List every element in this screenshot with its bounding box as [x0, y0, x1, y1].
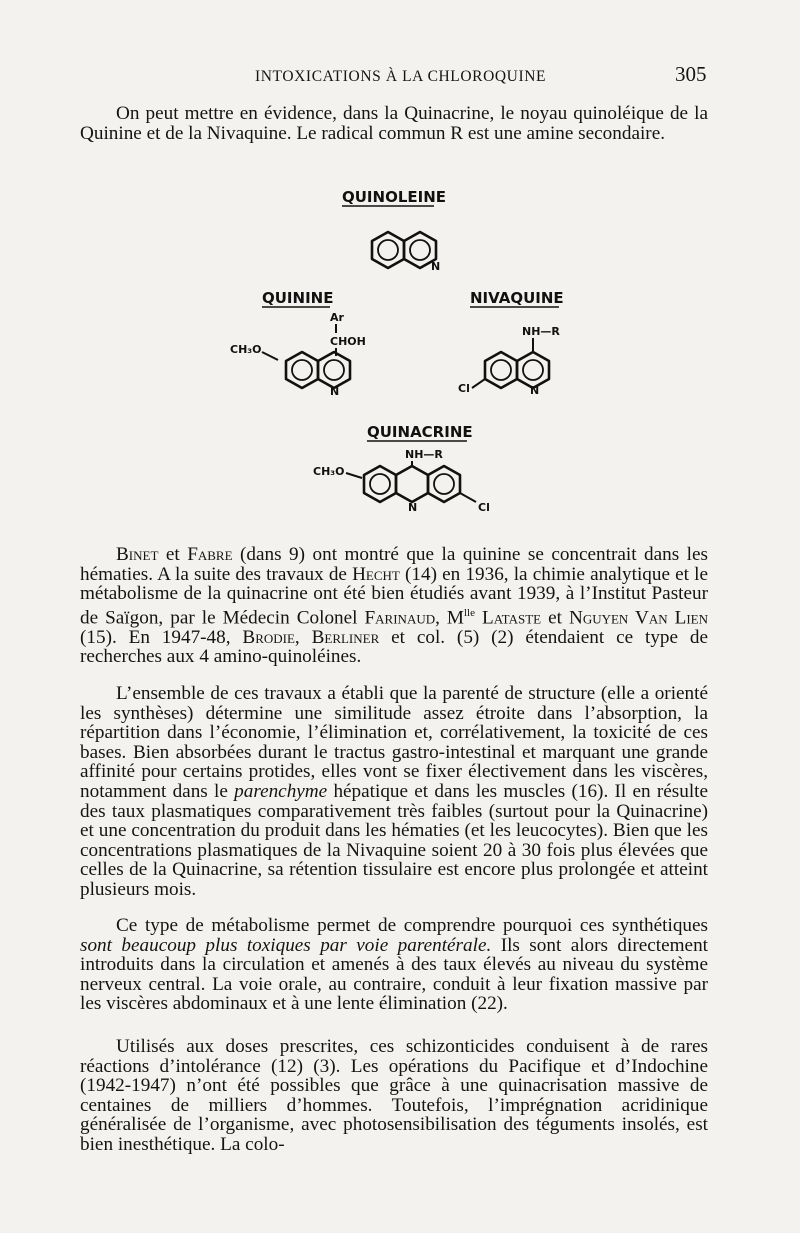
- nivaquine-structure: [458, 325, 560, 397]
- quinoleine-structure: [372, 232, 440, 273]
- page-number: 305: [675, 62, 707, 86]
- quinoleine-label: QUINOLEINE: [342, 188, 447, 206]
- intro-paragraph: [80, 104, 708, 143]
- quinine-structure: [230, 311, 366, 398]
- quinoleine-n-atom: N: [431, 260, 441, 273]
- paragraph-type-metabolisme: Ce type de métabolisme permet de comprendre pourquoi ces synthétiques sont beaucoup plus toxiques par voie parentérale. Ils sont alors directement introduits dans la circulation et amenés à des taux élevés au niveau du système nerveux central. La voie orale, au contraire, conduit à leur fixation massive par les viscères abdominaux et à une lente élimination (22).: [80, 915, 708, 1015]
- paragraph-utilises-doses: Utilisés aux doses prescrites, ces schizonticides conduisent à de rares réactions d’intolérance (12) (3). Les opérations du Pacifique et d’Indochine (1942-1947) n’ont été possibles que grâce à une quinacrisation massive de centaines de milliers d’hommes. Toutefois, l’imprégnation acridinique généralisée de l’organisme, avec photosensibilisation des téguments insolés, est bien inesthétique. La colo-: [80, 1036, 708, 1155]
- quinine-n-atom: N: [330, 385, 340, 398]
- quinacrine-structure: [313, 448, 490, 514]
- quinine-ch3o-group: CH₃O: [230, 343, 262, 356]
- running-title: INTOXICATIONS À LA CHLOROQUINE: [255, 68, 547, 85]
- quinine-ar-group: Ar: [330, 311, 344, 324]
- paragraph-binet-fabre: Binet et Fabre (dans 9) ont montré que la quinine se concentrait dans les hématies. A la suite des travaux de Hecht (14) en 1936, la chimie analytique et le métabolisme de la quinacrine ont été bien étudiés avant 1939, à l’Institut Pasteur de Saïgon, par le Médecin Colonel Farinaud, $M^{lle}$ Lataste et Nguyen Van Lien (15). En 1947-48, Brodie, Berliner et col. (5) (2) étendaient ce type de recherches aux 4 amino-quinoléines.: [80, 544, 709, 668]
- nivaquine-n-atom: N: [530, 384, 540, 397]
- quinacrine-ch3o-group: CH₃O: [313, 465, 345, 478]
- nivaquine-label: NIVAQUINE: [470, 289, 564, 307]
- intro-text: On peut mettre en évidence, dans la Quinacrine, le noyau quinoléique de la Quinine et de la Nivaquine. Le radical commun R est une amine secondaire.: [80, 103, 708, 144]
- quinacrine-nh-r-group: NH—R: [405, 448, 443, 461]
- nivaquine-nh-r-group: NH—R: [522, 325, 560, 338]
- quinine-label: QUININE: [262, 289, 334, 307]
- nivaquine-cl-atom: Cl: [458, 382, 470, 395]
- paragraph-ensemble-travaux: L’ensemble de ces travaux a établi que la parenté de structure (elle a orienté les synthèses) détermine une similitude assez étroite dans l’absorption, la répartition dans l’économie, l’élimination et, corrélativement, la toxicité de ces bases. Bien absorbées durant le tractus gastro-intestinal et marquant une grande affinité pour certains protides, elles vont se fixer électivement dans les viscères, notamment dans le parenchyme hépatique et dans les muscles (16). Il en résulte des taux plasmatiques comparativement très faibles (surtout pour la Quinacrine) et une concentration du produit dans les hématies (et les leucocytes). Bien que les concentrations plasmatiques de la Nivaquine soient 20 à 30 fois plus élevées que celles de la Quinacrine, sa rétention tissulaire est encore plus prolongée et atteint plusieurs mois.: [80, 683, 708, 900]
- page-header: [0, 62, 800, 92]
- quinacrine-n-atom: N: [408, 501, 418, 514]
- quinacrine-cl-atom: Cl: [478, 501, 490, 514]
- quinine-choh-group: CHOH: [330, 335, 366, 348]
- quinacrine-label: QUINACRINE: [367, 423, 473, 441]
